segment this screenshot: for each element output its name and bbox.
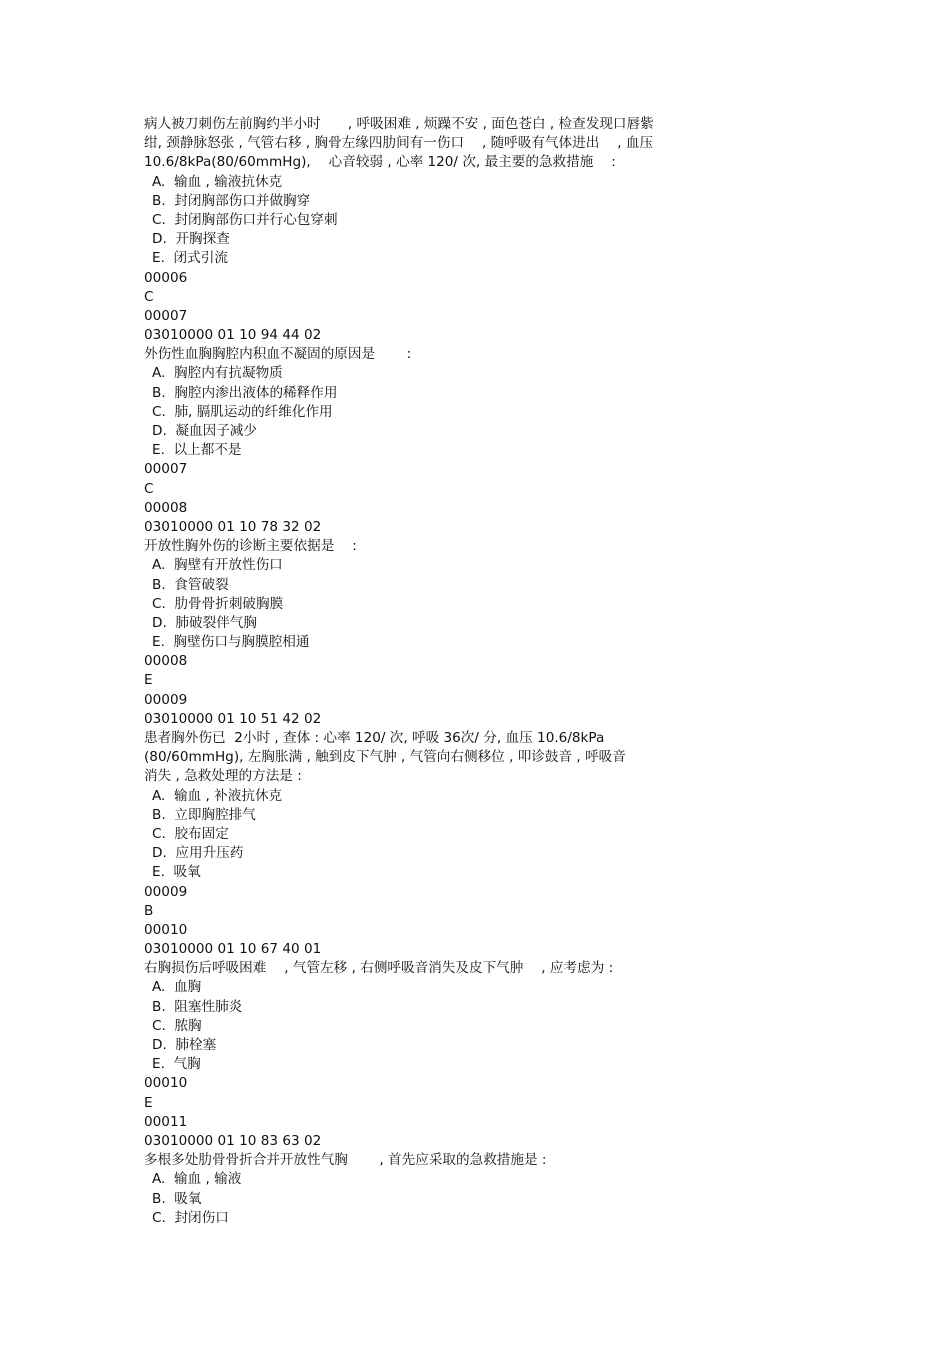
text-line: 03010000 01 10 51 42 02 xyxy=(144,710,322,727)
text-line: 03010000 01 10 83 63 02 xyxy=(144,1132,322,1149)
text-line: 00009 xyxy=(144,691,188,708)
text-line: 00009 xyxy=(144,883,188,900)
answer-option: B. 胸腔内渗出液体的稀释作用 xyxy=(152,384,338,401)
text-line: 开放性胸外伤的诊断主要依据是 : xyxy=(144,538,357,555)
answer-option: E. 吸氧 xyxy=(152,864,201,881)
text-line: 03010000 01 10 67 40 01 xyxy=(144,941,322,958)
text-line: C xyxy=(144,480,154,497)
text-line: 多根多处肋骨骨折合并开放性气胸 , 首先应采取的急救措施是 : xyxy=(144,1152,547,1169)
answer-option: E. 以上都不是 xyxy=(152,442,242,459)
answer-option: C. 脓胸 xyxy=(152,1017,202,1034)
answer-option: C. 胶布固定 xyxy=(152,825,229,842)
text-line: 右胸损伤后呼吸困难 , 气管左移 , 右侧呼吸音消失及皮下气肿 , 应考虑为 : xyxy=(144,960,614,977)
text-line: 00011 xyxy=(144,1113,188,1130)
answer-option: C. 肺, 膈肌运动的纤维化作用 xyxy=(152,403,333,420)
text-line: 患者胸外伤已 2小时 , 查体 : 心率 120/ 次, 呼吸 36次/ 分, 血压 10.6/8kPa xyxy=(144,730,605,746)
answer-option: B. 食管破裂 xyxy=(152,576,229,593)
text-line: 03010000 01 10 94 44 02 xyxy=(144,327,322,344)
answer-option: E. 闭式引流 xyxy=(152,250,228,267)
answer-option: B. 立即胸腔排气 xyxy=(152,806,256,823)
document-page xyxy=(144,115,714,1228)
answer-option: D. 凝血因子减少 xyxy=(152,423,257,439)
answer-option: A. 输血 , 输液 xyxy=(152,1171,242,1188)
answer-option: A. 输血 , 输液抗休克 xyxy=(152,173,283,190)
text-line: 03010000 01 10 78 32 02 xyxy=(144,518,322,535)
answer-option: D. 应用升压药 xyxy=(152,845,244,862)
text-line: (80/60mmHg), 左胸胀满 , 触到皮下气肿 , 气管向右侧移位 , 叩诊鼓音 , 呼吸音 xyxy=(144,749,626,766)
answer-option: A. 胸壁有开放性伤口 xyxy=(152,557,283,574)
answer-option: A. 胸腔内有抗凝物质 xyxy=(152,365,283,382)
text-line: 00010 xyxy=(144,921,188,938)
text-line: 消失 , 急救处理的方法是 : xyxy=(144,768,302,785)
answer-option: C. 封闭伤口 xyxy=(152,1209,229,1226)
text-line: 00008 xyxy=(144,499,188,516)
text-line: C xyxy=(144,288,154,305)
answer-option: B. 封闭胸部伤口并做胸穿 xyxy=(152,192,311,209)
text-line: E xyxy=(144,672,153,689)
text-line: E xyxy=(144,1094,153,1111)
text-line: 外伤性血胸胸腔内积血不凝固的原因是 : xyxy=(144,346,412,363)
answer-option: A. 输血 , 补液抗休克 xyxy=(152,787,283,804)
text-line: 00006 xyxy=(144,269,188,286)
answer-option: E. 气胸 xyxy=(152,1056,201,1073)
answer-option: C. 封闭胸部伤口并行心包穿刺 xyxy=(152,211,338,228)
answer-option: D. 肺破裂伴气胸 xyxy=(152,614,257,631)
text-line: B xyxy=(144,902,154,919)
text-line: 病人被刀刺伤左前胸约半小时 , 呼吸困难 , 烦躁不安 , 面色苍白 , 检查发现口唇紫 xyxy=(144,116,654,132)
text-line: 00010 xyxy=(144,1075,188,1092)
answer-option: A. 血胸 xyxy=(152,979,202,996)
text-line: 绀, 颈静脉怒张 , 气管右移 , 胸骨左缘四肋间有一伤口 , 随呼吸有气体进出 , 血压 xyxy=(144,135,654,152)
answer-option: D. 开胸探查 xyxy=(152,231,230,248)
text-line: 00007 xyxy=(144,307,188,324)
answer-option: E. 胸壁伤口与胸膜腔相通 xyxy=(152,634,310,651)
text-line: 10.6/8kPa(80/60mmHg), 心音较弱 , 心率 120/ 次, 最主要的急救措施 : xyxy=(144,154,616,171)
answer-option: B. 阻塞性肺炎 xyxy=(152,998,243,1015)
answer-option: D. 肺栓塞 xyxy=(152,1037,217,1053)
answer-option: B. 吸氧 xyxy=(152,1190,202,1207)
answer-option: C. 肋骨骨折刺破胸膜 xyxy=(152,595,284,612)
text-line: 00008 xyxy=(144,653,188,670)
text-line: 00007 xyxy=(144,461,188,478)
